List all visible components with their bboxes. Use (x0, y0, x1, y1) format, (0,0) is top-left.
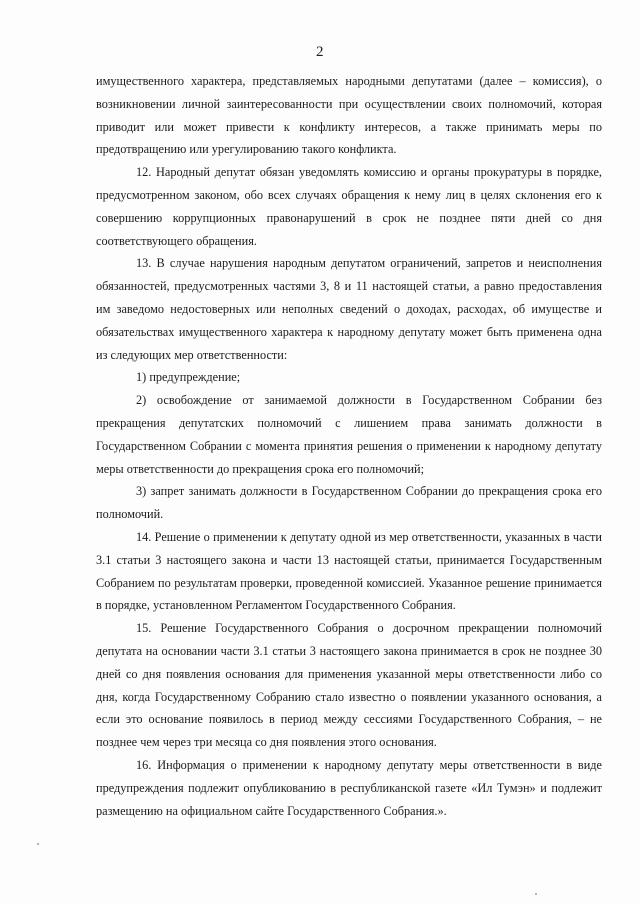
paragraph-16: 16. Информация о применении к народному депутату меры ответственности в виде предупреждения подлежит опубликованию в республиканской газете «Ил Тумэн» и подлежит размещению на официальном сайте Государственного Собрания.». (96, 757, 602, 818)
paragraph-13: 13. В случае нарушения народным депутатом ограничений, запретов и неисполнения обязанностей, предусмотренных частями 3, 8 и 11 настоящей статьи, а равно предоставления им заведомо недостоверных или неполных сведений о доходах, расходах, об имуществе и обязательствах имущественного характера к народному депутату может быть применена одна из следующих мер ответственности: (96, 256, 602, 362)
scan-speck (535, 893, 537, 895)
list-item-2: 2) освобождение от занимаемой должности в Государственном Собрании без прекращения депутатских полномочий с лишением права занимать должности в Государственном Собрании с момента принятия решения о применении к народному депутату меры ответственности до прекращения срока его полномочий; (96, 393, 602, 476)
paragraph-14: 14. Решение о применении к депутату одной из мер ответственности, указанных в части 3.1 статьи 3 настоящего закона и части 13 настоящей статьи, принимается Государственным Собранием по результатам проверки, проведенной комиссией. Указанное решение принимается в порядке, установленном Регламентом Государственного Собрания. (96, 529, 602, 613)
list-item-1: 1) предупреждение; (136, 370, 241, 385)
scan-speck (37, 843, 39, 845)
page-number: 2 (316, 44, 324, 60)
paragraph-continuation: имущественного характера, представляемых народными депутатами (далее – комиссия), о возникновении личной заинтересованности при осуществлении своих полномочий, которая приводит или может привести к конфликту интересов, а также принимать меры по предотвращению или урегулированию такого конфликта. (96, 74, 602, 157)
list-item-3: 3) запрет занимать должности в Государственном Собрании до прекращения срока его полномочий. (96, 484, 602, 522)
paragraph-15: 15. Решение Государственного Собрания о досрочном прекращении полномочий депутата на основании части 3.1 статьи 3 настоящего закона принимается в срок не позднее 30 дней со дня появления основания для применения указанной меры ответственности либо со дня, когда Государственному Собранию стало известно о появлении указанного основания, а если это основание появилось в период между сессиями Государственного Собрания, – не позднее чем через три месяца со дня появления этого основания. (96, 621, 602, 750)
document-body (96, 70, 602, 822)
paragraph-12: 12. Народный депутат обязан уведомлять комиссию и органы прокуратуры в порядке, предусмотренном законом, обо всех случаях обращения к нему лиц в целях склонения его к совершению коррупционных правонарушений в срок не позднее пяти дней со дня соответствующего обращения. (96, 165, 602, 248)
